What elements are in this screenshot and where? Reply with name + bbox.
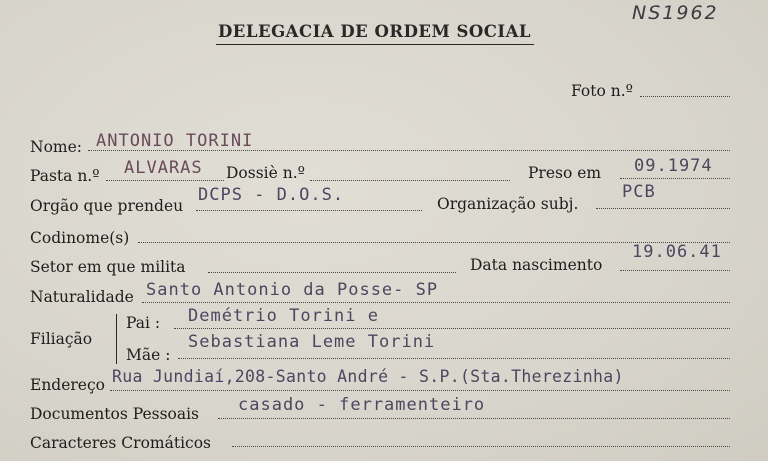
preso-label: Preso em: [528, 164, 602, 182]
pasta-line: [106, 180, 224, 181]
nascimento-label: Data nascimento: [470, 256, 603, 274]
filiacao-brace: [116, 314, 117, 364]
dossie-line: [310, 180, 510, 181]
nascimento-line: [620, 270, 730, 271]
orgao-label: Orgão que prendeu: [30, 197, 184, 215]
page-title: DELEGACIA DE ORDEM SOCIAL: [218, 22, 532, 41]
foto-line: [640, 96, 730, 97]
mae-label: Mãe :: [126, 346, 171, 364]
pai-label: Pai :: [126, 314, 161, 332]
organizacao-label: Organização subj.: [437, 195, 579, 213]
nascimento-value: 19.06.41: [632, 242, 722, 262]
title-underline: [216, 44, 534, 45]
codinome-label: Codinome(s): [30, 229, 130, 247]
nome-label: Nome:: [30, 138, 82, 156]
pai-value: Demétrio Torini e: [188, 306, 379, 326]
orgao-line: [196, 210, 422, 211]
pai-line: [174, 328, 730, 329]
foto-label: Foto n.º: [571, 82, 633, 100]
filiacao-label: Filiação: [30, 330, 93, 348]
caracteres-line: [232, 446, 730, 447]
mae-line: [178, 358, 730, 359]
mae-value: Sebastiana Leme Torini: [188, 332, 436, 352]
endereco-line: [110, 390, 730, 391]
reference-number: NS1962: [632, 2, 719, 24]
documentos-value: casado - ferramenteiro: [238, 395, 486, 415]
naturalidade-value: Santo Antonio da Posse- SP: [146, 280, 439, 300]
documentos-label: Documentos Pessoais: [30, 405, 200, 423]
endereco-label: Endereço: [30, 376, 105, 394]
preso-value: 09.1974: [634, 156, 713, 176]
pasta-label: Pasta n.º: [30, 167, 100, 185]
endereco-value: Rua Jundiaí,208-Santo André - S.P.(Sta.Therezinha): [112, 367, 624, 386]
naturalidade-line: [142, 302, 730, 303]
setor-line: [208, 272, 456, 273]
organizacao-value: PCB: [622, 182, 656, 202]
pasta-value: ALVARAS: [124, 158, 203, 178]
nome-value: ANTONIO TORINI: [96, 131, 254, 151]
documentos-line: [218, 418, 730, 419]
preso-line: [620, 178, 730, 179]
nome-line: [88, 150, 730, 151]
caracteres-label: Caracteres Cromáticos: [30, 434, 211, 452]
setor-label: Setor em que milita: [30, 258, 186, 276]
orgao-value: DCPS - D.O.S.: [198, 185, 345, 205]
dossie-label: Dossiè n.º: [226, 164, 305, 182]
naturalidade-label: Naturalidade: [30, 288, 134, 306]
organizacao-line: [596, 208, 730, 209]
